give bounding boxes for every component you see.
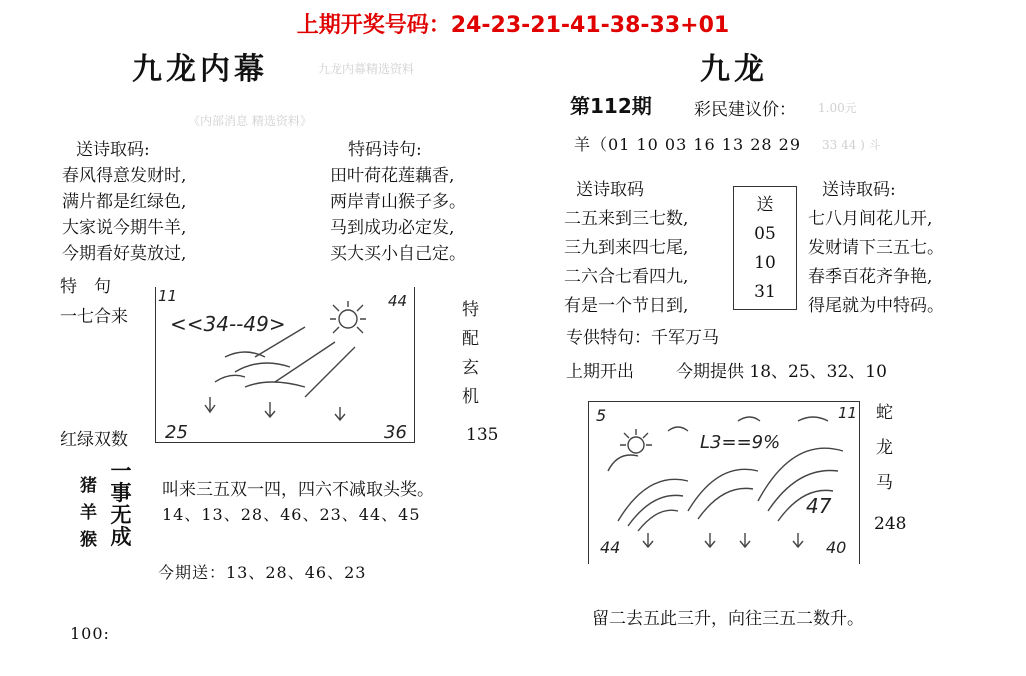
poem-line: 满片都是红绿色,	[62, 192, 187, 212]
side-char: 蛇	[876, 403, 893, 423]
left-drawing-sketch	[155, 287, 415, 444]
box-item: 31	[754, 282, 776, 302]
box-item: 05	[754, 224, 776, 244]
numbers-line: 羊（01 10 03 16 13 28 29	[574, 135, 802, 154]
price-faint: 1.00元	[818, 101, 857, 115]
left-drawing-num-br: 36	[384, 422, 407, 443]
special-phrase: 专供特句：千军万马	[566, 328, 719, 348]
slogan-char: 一	[110, 458, 132, 483]
poem-line: 二六合七看四九,	[564, 267, 689, 287]
side-char: 马	[876, 473, 893, 493]
poem-line: 两岸青山猴子多。	[330, 192, 466, 212]
send-box	[733, 186, 797, 310]
poem-line: 春季百花齐争艳,	[808, 267, 933, 287]
left-drawing-num-tr: 44	[388, 292, 408, 310]
poem-line: 发财请下三五七。	[808, 238, 944, 258]
special-label: 特 句	[60, 277, 111, 297]
number-135: 135	[466, 425, 499, 445]
last-label: 上期开出	[566, 362, 634, 382]
side-char: 玄	[462, 358, 479, 378]
left-line-one: 叫来三五双一四，四六不减取头奖。	[162, 480, 434, 500]
slogan-char: 成	[110, 524, 132, 549]
side-char: 机	[462, 387, 479, 407]
poem-line: 得尾就为中特码。	[808, 296, 944, 316]
box-item: 10	[754, 253, 776, 273]
poem-line: 今期看好莫放过,	[62, 244, 187, 264]
side-char: 特	[462, 300, 479, 320]
left-line-two: 14、13、28、46、23、44、45	[162, 505, 421, 524]
poem-line: 大家说今期牛羊,	[62, 218, 187, 238]
slogan-char: 事	[110, 480, 132, 505]
poem-line: 三九到来四七尾,	[564, 238, 689, 258]
animal: 猴	[80, 530, 97, 550]
animal-list	[80, 473, 97, 554]
right-drawing-num-br: 40	[826, 538, 847, 557]
poem-line: 有是一个节日到,	[564, 296, 689, 316]
hong-lv-label: 红绿双数	[60, 430, 128, 450]
poem-line: 春风得意发财时,	[62, 166, 187, 186]
left-drawing-text: <<34--49>	[170, 312, 286, 336]
slogan-char: 无	[110, 502, 132, 527]
animal: 猪	[80, 476, 97, 496]
left-poem-heading: 送诗取码:	[76, 140, 150, 160]
right-bottom-line: 留二去五此三升，向往三五二数升。	[592, 609, 864, 629]
left-poem-two	[330, 163, 466, 267]
right-poem2-heading: 送诗取码:	[822, 180, 896, 200]
last-draw-banner: 上期开奖号码：24-23-21-41-38-33+01	[296, 13, 730, 38]
right-drawing-num-mid: 47	[806, 494, 832, 518]
right-drawing-num-tl: 5	[596, 406, 607, 425]
today-send: 今期送：13、28、46、23	[158, 563, 367, 582]
right-side-chars	[876, 396, 893, 501]
right-drawing-num-tr: 11	[838, 404, 858, 422]
left-poem2-heading: 特码诗句:	[348, 140, 422, 160]
left-drawing-num-tl: 11	[158, 287, 178, 305]
special-text: 一七合来	[60, 307, 128, 327]
poem-line: 二五来到三七数,	[564, 209, 689, 229]
left-poem-one	[62, 163, 186, 267]
left-faint-line: 《内部消息 精选资料》	[188, 114, 312, 128]
box-item: 送	[756, 195, 774, 215]
right-poem-two	[808, 205, 944, 321]
poem-line: 马到成功必定发,	[330, 218, 455, 238]
right-drawing-text: L3==9%	[700, 432, 781, 453]
poem-line: 七八月间花儿开,	[808, 209, 933, 229]
poem-line: 买大买小自己定。	[330, 244, 466, 264]
issue-number: 第112期	[570, 94, 652, 118]
numbers-faint: 33 44 ) 斗	[822, 138, 881, 152]
left-faint-subtitle: 九龙内幕精选资料	[318, 62, 415, 76]
provide-line: 今期提供 18、25、32、10	[676, 362, 887, 382]
left-side-chars	[462, 296, 479, 412]
right-title: 九龙	[700, 52, 768, 87]
right-poem-heading: 送诗取码	[576, 180, 644, 200]
animal: 羊	[80, 503, 97, 523]
right-drawing-sketch	[588, 401, 860, 565]
right-drawing-num-bl: 44	[600, 538, 621, 557]
slogan	[108, 460, 134, 548]
poem-line: 田叶荷花莲藕香,	[330, 166, 455, 186]
right-poem-one	[564, 205, 688, 321]
side-char: 龙	[876, 438, 893, 458]
left-drawing-num-bl: 25	[165, 422, 188, 443]
price-label: 彩民建议价：	[694, 100, 796, 120]
page-number: 100:	[70, 624, 110, 643]
number-248: 248	[874, 514, 907, 534]
side-char: 配	[462, 329, 479, 349]
left-title: 九龙内幕	[132, 52, 268, 87]
